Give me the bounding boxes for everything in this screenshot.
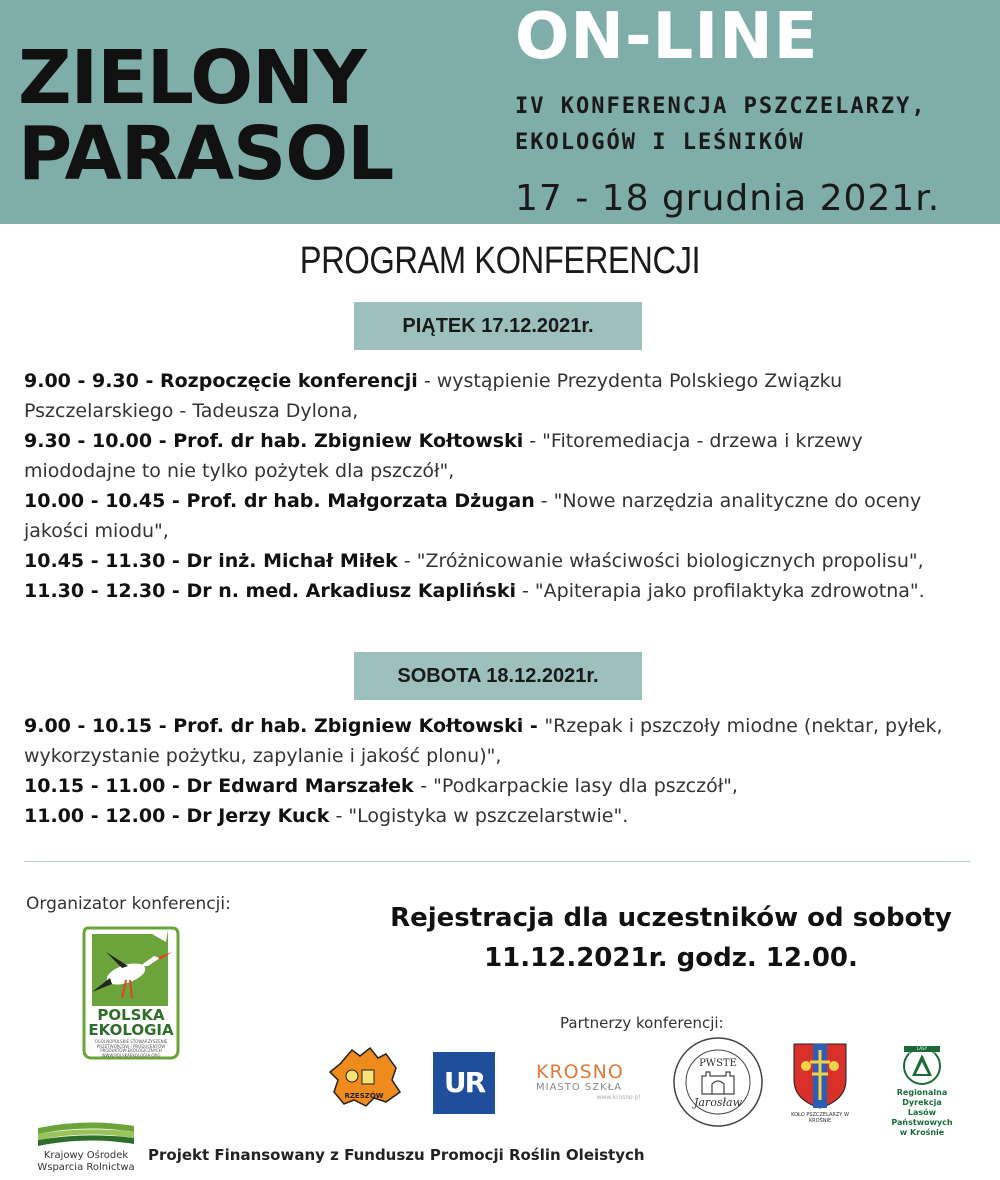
item-speaker: Dr inż. Michał Miłek	[186, 550, 398, 572]
item-time: 10.15 - 11.00 -	[24, 775, 187, 797]
item-speaker: Prof. dr hab. Małgorzata Dżugan	[186, 490, 535, 512]
saturday-badge: SOBOTA 18.12.2021r.	[354, 652, 642, 700]
kowr-fields-icon	[36, 1118, 136, 1146]
pwste-label: PWSTE	[699, 1058, 737, 1069]
rdlp-line-3: w Krośnie	[899, 1128, 945, 1137]
registration-notice	[360, 898, 982, 978]
schedule-item	[24, 801, 974, 831]
item-speaker: Dr Edward Marszałek	[186, 775, 421, 797]
item-time: 10.45 - 11.30 -	[24, 550, 187, 572]
podkarpacie-map-icon	[326, 1044, 402, 1110]
kowr-logo[interactable]	[36, 1118, 136, 1174]
schedule-item	[24, 366, 974, 426]
header-banner	[0, 0, 1000, 224]
conference-line-2: EKOLOGÓW I LEŚNIKÓW	[515, 130, 805, 155]
item-speaker: Dr n. med. Arkadiusz Kapliński	[186, 580, 516, 602]
krosno-url: www.krosno.pl	[596, 1094, 640, 1101]
item-topic: - "Podkarpackie lasy dla pszczół",	[420, 775, 738, 797]
item-topic: - "Fitoremediacja - drzewa i krzewy miododajne to nie tylko pożytek dla pszczół",	[24, 430, 863, 482]
item-time: 11.30 - 12.30 -	[24, 580, 187, 602]
item-topic: - "Zróżnicowanie właściwości biologicznych propolisu",	[397, 550, 924, 572]
coat-of-arms-icon	[790, 1040, 850, 1110]
logo-url: WWW.POLSKAEKOLOGIA.ORG	[101, 1052, 161, 1058]
item-speaker: Dr Jerzy Kuck	[186, 805, 330, 827]
rdlp-badge: LASY PAŃSTWOWE	[908, 1046, 936, 1057]
krosno-title: KROSNO	[536, 1061, 624, 1083]
item-topic: "Rzepak i pszczoły miodne (nektar, pyłek, wykorzystanie pożytku, zapylanie i jakość plonu)",	[24, 715, 943, 767]
logo-line-1: POLSKA	[97, 1006, 165, 1024]
brand-line-2: PARASOL	[18, 111, 394, 197]
item-topic: - "Apiterapia jako profilaktyka zdrowotna".	[515, 580, 925, 602]
item-time: 9.00 - 9.30 -	[24, 370, 160, 392]
item-topic: - "Logistyka w pszczelarstwie".	[329, 805, 629, 827]
schedule-item	[24, 486, 974, 546]
item-topic: - "Nowe narzędzia analityczne do oceny jakości miodu",	[24, 490, 922, 542]
kolo-label: KOŁO PSZCZELARZY W KROŚNIE	[791, 1112, 849, 1124]
item-time: 11.00 - 12.00 -	[24, 805, 187, 827]
partners-label: Partnerzy konferencji:	[560, 1014, 724, 1032]
item-speaker: Rozpoczęcie konferencji	[160, 370, 418, 392]
registration-line-2: 11.12.2021r. godz. 12.00.	[484, 943, 858, 973]
brand-title	[18, 35, 394, 197]
section-divider	[24, 861, 970, 862]
funding-note: Projekt Finansowany z Funduszu Promocji Roślin Oleistych	[148, 1146, 645, 1164]
ur-label: UR	[443, 1066, 485, 1099]
schedule-item	[24, 576, 974, 606]
schedule-item	[24, 546, 974, 576]
item-time: 9.00 - 10.15 -	[24, 715, 174, 737]
partner-krosno-logo[interactable]	[536, 1062, 646, 1106]
friday-badge: PIĄTEK 17.12.2021r.	[354, 302, 642, 350]
schedule-item	[24, 771, 974, 801]
rzeszow-label: RZESZÓW	[344, 1092, 384, 1100]
item-speaker: Prof. dr hab. Zbigniew Kołtowski -	[173, 715, 545, 737]
partner-pwste-logo[interactable]	[672, 1036, 764, 1128]
krosno-subtitle: MIASTO SZKŁA	[536, 1082, 623, 1093]
rdlp-line-1: Regionalna Dyrekcja	[896, 1088, 948, 1107]
partner-rzeszow-logo[interactable]	[326, 1044, 402, 1110]
logo-subtext-3: PRODUKTÓW EKOLOGICZNYCH	[100, 1048, 162, 1053]
program-title: PROGRAM KONFERENCJI	[299, 240, 701, 282]
item-speaker: Prof. dr hab. Zbigniew Kołtowski	[173, 430, 524, 452]
item-time: 10.00 - 10.45 -	[24, 490, 187, 512]
friday-schedule	[24, 366, 974, 606]
polska-ekologia-logo[interactable]	[82, 922, 180, 1062]
logo-subtext-1: OGÓLNOPOLSKIE STOWARZYSZENIE	[94, 1039, 168, 1044]
saturday-schedule	[24, 711, 974, 831]
organizer-label: Organizator konferencji:	[26, 894, 231, 914]
kowr-line-1: Krajowy Ośrodek	[43, 1150, 129, 1161]
item-time: 9.30 - 10.00 -	[24, 430, 174, 452]
rdlp-line-2: Lasów Państwowych	[891, 1108, 953, 1127]
partner-rdlp-logo[interactable]	[876, 1044, 968, 1137]
item-topic: - wystąpienie Prezydenta Polskiego Związku Pszczelarskiego - Tadeusza Dylona,	[24, 370, 843, 422]
online-title: ON-LINE	[515, 0, 819, 74]
pwste-city: Jarosław	[693, 1096, 743, 1109]
conference-line-1: IV KONFERENCJA PSZCZELARZY,	[515, 94, 927, 119]
partner-ur-logo[interactable]	[433, 1052, 495, 1114]
logo-line-2: EKOLOGIA	[88, 1021, 174, 1039]
kowr-line-2: Wsparcia Rolnictwa	[37, 1162, 135, 1173]
schedule-item	[24, 711, 974, 771]
logo-subtext-2: PRZETWÓRCÓW I PRODUCENTÓW	[96, 1043, 166, 1049]
pwste-seal-icon	[672, 1036, 764, 1128]
registration-line-1: Rejestracja dla uczestników od soboty	[390, 903, 952, 933]
conference-date: 17 - 18 grudnia 2021r.	[515, 178, 941, 219]
schedule-item	[24, 426, 974, 486]
brand-line-1: ZIELONY	[18, 35, 366, 121]
partner-kolo-pszczelarzy-logo[interactable]	[790, 1040, 850, 1126]
